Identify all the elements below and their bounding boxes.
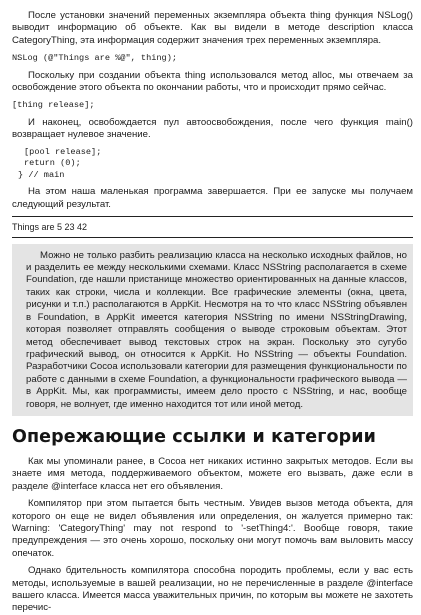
paragraph-end: На этом наша маленькая программа завершается. При ее запуске мы получаем следующий результат. [12, 186, 413, 210]
code-line: return (0); [24, 158, 81, 169]
paragraph-vigilance: Однако бдительность компилятора способна породить проблемы, если у вас есть методы, используемые в вашей реализации, но не перечисленные в разделе @interface вашего класса. Имеется масса уважительных причин, по которым вы можете не захотеть перечис- [12, 565, 413, 614]
code-line: [pool release]; [24, 146, 102, 157]
code-line: } // main [18, 169, 65, 180]
paragraph-pool: И наконец, освобождается пул автоосвобождения, после чего функция main() возвращает нулевое значение. [12, 116, 413, 141]
paragraph-alloc: Поскольку при создании объекта thing использовался метод alloc, мы отвечаем за освобождение этого объекта по окончании работы, что и происходит прямо сейчас. [12, 69, 413, 94]
paragraph-private-methods: Как мы упоминали ранее, в Cocoa нет никаких истинно закрытых методов. Если вы знаете имя метода, поддерживаемого объектом, можете его вызвать, даже если в разделе @interface класса нет его объявления. [12, 455, 413, 492]
code-nslog: NSLog (@"Things are %@", thing); [12, 53, 178, 64]
program-output: Things are 5 23 42 [12, 216, 413, 237]
code-pool-block [18, 147, 413, 182]
note-block: Можно не только разбить реализацию класса на несколько исходных файлов, но и разделить ее между несколькими схемами. Класс NSString располагается в схеме Foundation, где нашли пристанище множество ориентированных на данные классов, таких как строки, числа и коллекции. Все графические элементы (окна, цвета, рисунки и т.п.) располагаются в AppKit. Несмотря на то что класс NSString объявлен в Foundation, в AppKit имеется категория NSString по имени NSStringDrawing, которая позволяет отправлять сообщения о выводе строковым объектам. Этот метод обеспечивает вывод текстовых строк на экран. Поскольку это сугубо графический вывод, он относится к AppKit. Но NSString — объекты Foundation. Разработчики Cocoa использовали категории для размещения функциональности по работе с данными в схеме Foundation, а функциональности графического вывода — в AppKit. Мы, как программисты, имеем дело просто с NSString, и нас, вообще говоря, не волнует, где именно находится тот или иной метод. [12, 244, 413, 416]
section-heading: Опережающие ссылки и категории [12, 426, 376, 447]
code-release: [thing release]; [12, 100, 95, 111]
paragraph-compiler: Компилятор при этом пытается быть честным. Увидев вызов метода объекта, для которого он еще не видел объявления или определения, он жалуется примерно так: Warning: 'CategoryThing' may not respond to '-setThing4:'. Вообще говоря, такие предупреждения — это очень хорошо, поскольку они могут помочь вам выловить массу опечаток. [12, 498, 413, 559]
paragraph-intro: После установки значений переменных экземпляра объекта thing функция NSLog() выводит информацию об объекте. Как вы видели в методе description класса CategoryThing, эта информация содержит значения трех переменных экземпляра. [12, 10, 413, 46]
